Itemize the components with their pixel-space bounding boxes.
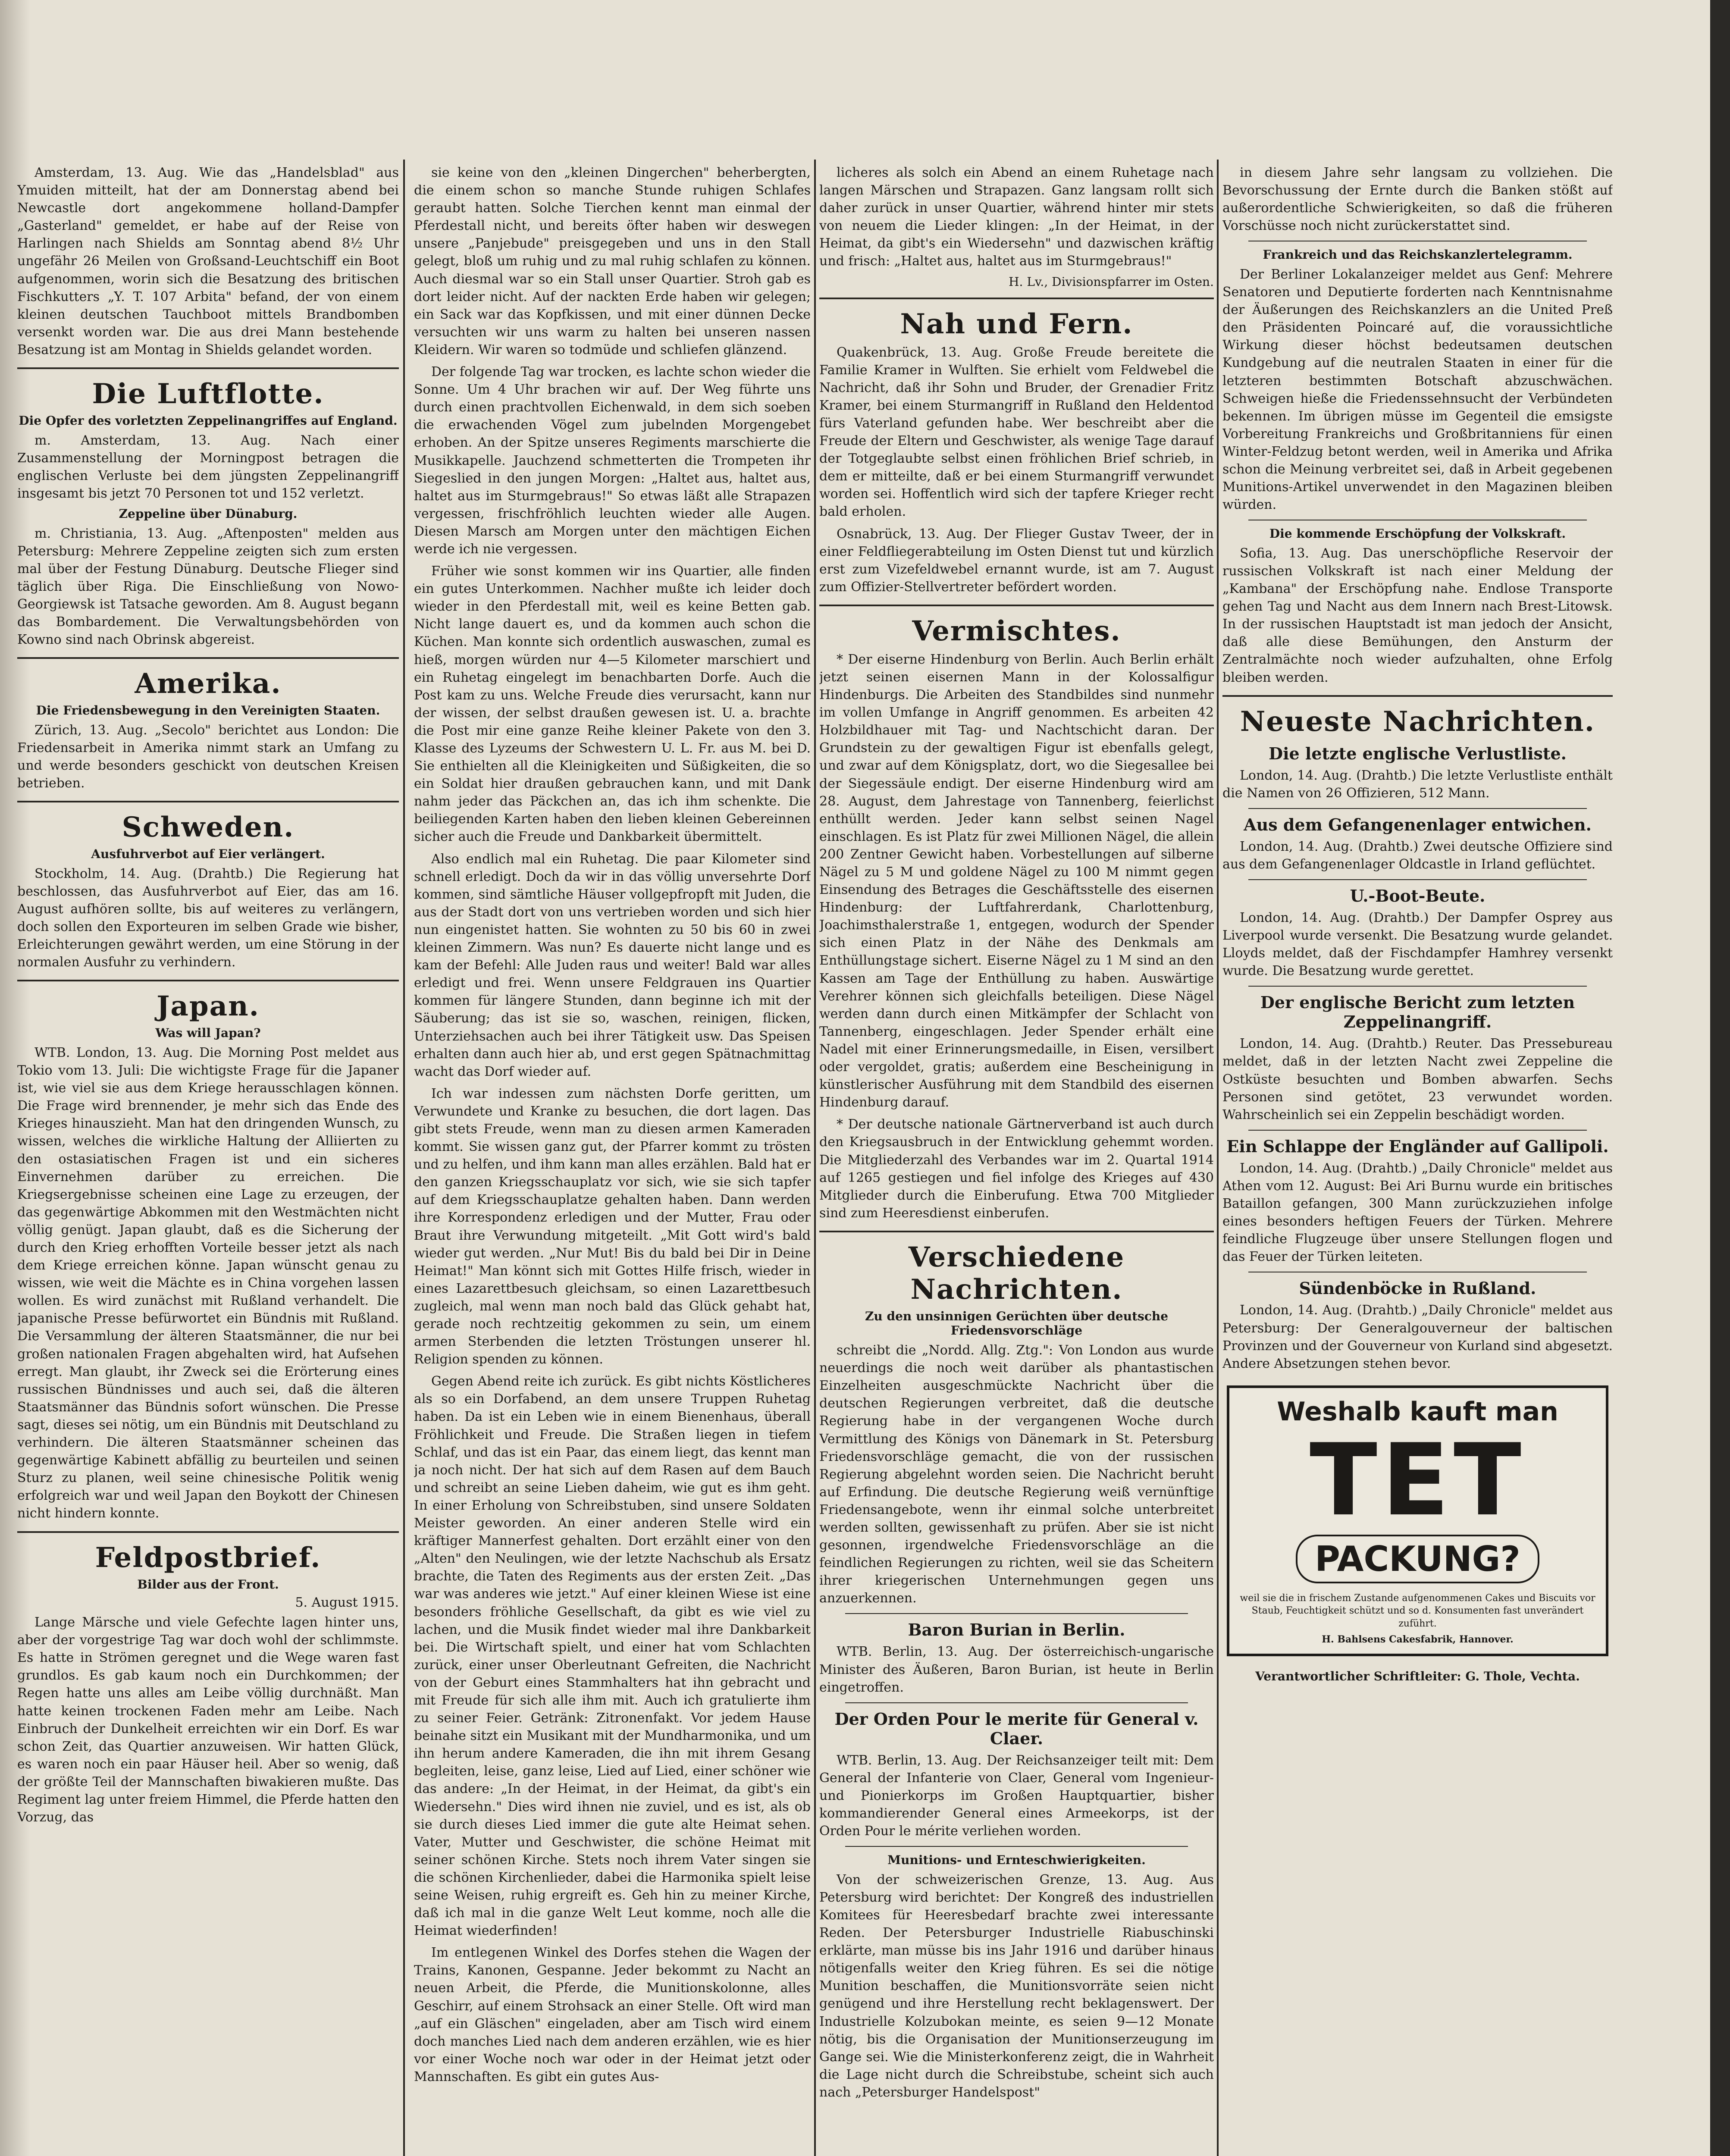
section-rule bbox=[17, 801, 399, 802]
article-heading: Der englische Bericht zum letzten Zeppelinangriff. bbox=[1260, 993, 1575, 1032]
article-paragraph: Ich war indessen zum nächsten Dorfe geritten, um Verwundete und Kranke zu besuchen, die dort lagen. Das gibt stets Freude, wenn man zu diesen armen Kameraden kommt. Sie wissen ganz gut, der Pfarrer kommt zu trösten und zu helfen, und ihm kann man alles erzählen. Bald hat er den ganzen Kriegsschauplatz vor sich, wie sie sich tapfer auf dem Kriegsschauplatze gehalten haben. Dann werden ihre Korrespondenz erledigen und der Mutter, Frau oder Braut ihre Verwundung mitgeteilt. „Mit Gott wird's bald wieder gut werden. „Nur Mut! Bis du bald bei Dir in Deine Heimat!" Man könnt sich mit Gottes Hilfe frisch, wieder in eines Lazarettbesuch gleichsam, so einen Lazarettbesuch zugleich, mal wenn man noch bald das Glück gehabt hat, gerade noch rechtzeitig gekommen zu sein, um einem armen Sterbenden die letzten Tröstungen unserer hl. Religion spenden zu können. bbox=[414, 1086, 811, 1367]
article-paragraph: Amsterdam, 13. Aug. Wie das „Handelsblad" aus Ymuiden mitteilt, hat der am Donnerstag abend bei Newcastle dort angekommene holland-Dampfer „Gasterland" gemeldet, er habe auf der Reise von Harlingen nach Shields am Sonntag abend 8½ Uhr ungefähr 26 Meilen von Großsand-Leuchtschiff ein Boot aufgenommen, worin sich die Besatzung des britischen Fischkutters „Y. T. 107 Arbita" befand, der von einem kleinen deutschen Tauchboot mittels Brandbomben versenkt worden war. Die aus drei Mann bestehende Besatzung ist am Montag in Shields gelandet worden. bbox=[17, 165, 399, 357]
section-rule bbox=[17, 657, 399, 659]
article-paragraph: Quakenbrück, 13. Aug. Große Freude bereitete die Familie Kramer in Wulften. Sie erhielt vom Feldwebel die Nachricht, daß ihr Sohn und Bruder, der Grenadier Fritz Kramer, bei einem Sturmangriff in Rußland den Heldentod fürs Vaterland gefunden habe. Wer beschreibt aber die Freude der Eltern und Geschwister, als wenige Tage darauf der Totgeglaubte selbst einen fröhlichen Brief schrieb, in dem er mitteilte, daß er bei einem Sturmangriff verwundet worden sei. Hoffentlich wird sich der tapfere Krieger recht bald erholen. bbox=[819, 345, 1214, 520]
subheading: Zu den unsinnigen Gerüchten über deutsche Friedensvorschläge bbox=[865, 1309, 1169, 1338]
ad-brand-logo: TET bbox=[1310, 1423, 1526, 1538]
section-rule bbox=[819, 298, 1214, 299]
subheading: Die Friedensbewegung in den Vereinigten Staaten. bbox=[36, 703, 380, 718]
article-paragraph: Der Berliner Lokalanzeiger meldet aus Genf: Mehrere Senatoren und Deputierte forderten nach Kenntnisnahme der Äußerungen des Reichskanzlers an die United Preß den Präsidenten Poincaré auf, die voraussichtliche Wirkung dieser höchst bedeutsamen deutschen Kundgebung auf die neutralen Staaten in einer für die letzteren bestimmten Botschaft abzuschwächen. Schweigen hieße die Friedenssehnsucht der Verbündeten bekennen. Im übrigen müsse im Gegenteil die emsigste Vorbereitung Frankreichs und Großbritanniens für einen Winter-Feldzug betont werden, weil in Amerika und Afrika schon die Meinung verbreitet sei, daß in Arbeit gegebenen Munitions-Artikel unverwendet in den Magazinen bleiben würden. bbox=[1222, 266, 1613, 513]
ad-text: weil sie die in frischem Zustande aufgenommenen Cakes und Biscuits vor Staub, Feuchtigkeit schützt und so d. Konsumenten fast unverändert zuführt. bbox=[1240, 1592, 1595, 1630]
column-2 bbox=[414, 164, 811, 2156]
section-rule bbox=[1222, 695, 1613, 697]
section-heading-verschiedene: Verschiedene Nachrichten. bbox=[908, 1241, 1125, 1306]
section-rule bbox=[1248, 808, 1587, 809]
article-paragraph: Von der schweizerischen Grenze, 13. Aug. Aus Petersburg wird berichtet: Der Kongreß des industriellen Komitees für Heeresbedarf brachte zwei interessante Reden. Der Petersburger Industrielle Riabuschinski erklärte, man müsse bis ins Jahr 1916 und darüber hinaus nötigenfalls weiter den Krieg führen. Es sei die nötige Munition beschaffen, die Munitionsvorräte seien nicht genügend und ihre Herstellung recht beklagenswert. Der Industrielle Kolzubokan meinte, es seien 9—12 Monate nötig, bis die Organisation der Munitionserzeugung im Gange sei. Wie die Ministerkonferenz zeigt, die in Wahrheit die Lage nicht durch die Schreibstube, scheint sich auch nach „Petersburger Handelspost" bbox=[819, 1872, 1214, 2100]
subheading: Bilder aus der Front. bbox=[137, 1577, 279, 1592]
article-paragraph: Der folgende Tag war trocken, es lachte schon wieder die Sonne. Um 4 Uhr brachen wir auf. Der Weg führte uns durch einen prachtvollen Eichenwald, in dem sich soeben die erwachenden Vögel zum jubelnden Morgengebet erhoben. An der Spitze unseres Regiments marschierte die Musikkapelle. Jauchzend schmetterten die Trompeten ihr Siegeslied in den jungen Morgen: „Haltet aus, haltet aus, haltet aus im Sturmgebraus!" So etwas läßt alle Strapazen vergessen, frischfröhlich leuchten wieder alle Augen. Diesen Marsch am Morgen unter den mächtigen Eichen werde ich nie vergessen. bbox=[414, 364, 811, 557]
section-rule bbox=[819, 605, 1214, 606]
article-heading: U.-Boot-Beute. bbox=[1350, 886, 1486, 906]
subheading: Munitions- und Ernteschwierigkeiten. bbox=[887, 1853, 1146, 1868]
article-heading: Ein Schlappe der Engländer auf Gallipoli. bbox=[1226, 1136, 1609, 1156]
article-paragraph: m. Christiania, 13. Aug. „Aftenposten" melden aus Petersburg: Mehrere Zeppeline zeigten sich zum ersten mal über der Festung Dünaburg. Deutsche Flieger sind täglich über Riga. Die Einschließung von Nowo-Georgiewsk ist Tatsache geworden. Am 8. August begann das Bombardement. Die Verwaltungsbehörden von Kowno sind nach Obrinsk abgereist. bbox=[17, 526, 399, 648]
subheading: Was will Japan? bbox=[155, 1026, 261, 1040]
column-3 bbox=[819, 164, 1214, 2156]
article-paragraph: Früher wie sonst kommen wir ins Quartier, alle finden ein gutes Unterkommen. Nachher mußte ich leider doch wieder in den Pferdestall mit, weil es keine Betten gab. Nicht lange dauert es, und da kommen auch schon die Küchen. Man konnte sich ordentlich auswaschen, zumal es hieß, morgen würden nur 4—5 Kilometer marschiert und ein Ruhetag eingelegt im benachbarten Dorfe. Auch die Post kam zu uns. Welche Freude dies verursacht, kann nur der wissen, der selbst draußen gewesen ist. U. a. brachte die Post mir eine ganze Reihe kleiner Pakete von den 3. Klasse des Lyzeums der Schwestern U. L. Fr. aus M. bei D. Sie enthielten all die Kleinigkeiten und Süßigkeiten, die so ein Soldat hier draußen gebrauchen kann, und mit Dank nahm jeder das Päckchen an, das ich ihm schenkte. Die beiliegenden Karten haben den lieben kleinen Gebereinnen sicher auch die Freude und Dankbarkeit übermittelt. bbox=[414, 564, 811, 845]
article-paragraph: Sofia, 13. Aug. Das unerschöpfliche Reservoir der russischen Volkskraft ist nach einer Meldung der „Kambana" der Erschöpfung nahe. Endlose Transporte gehen Tag und Nacht aus dem Innern nach Brest-Litowsk. In der russischen Hauptstadt ist man jedoch der Ansicht, daß alle diese Bemühungen, den Ansturm der Zentralmächte noch wieder aufzuhalten, ohne Erfolg bleiben werden. bbox=[1222, 545, 1613, 685]
ad-company: H. Bahlsens Cakesfabrik, Hannover. bbox=[1322, 1633, 1514, 1645]
section-rule bbox=[17, 980, 399, 981]
article-paragraph: Also endlich mal ein Ruhetag. Die paar Kilometer sind schnell erledigt. Doch da wir in das völlig unversehrte Dorf kommen, sind sämtliche Häuser vollgepfropft mit Juden, die aus der Stadt dort von uns vertrieben worden und sich hier nun eingenistet hatten. Sie wohnten zu 50 bis 60 in zwei kleinen Zimmern. Was nun? Es dauerte nicht lange und es kam der Befehl: Alle Juden raus und weiter! Bald war alles erledigt und frei. Wenn unsere Feldgrauen ins Quartier kommen für längere Stunden, dann beginne ich mit der Säuberung; das ist sie so, waschen, reinigen, flicken, Unterziehsachen auch bei ihrer Tätigkeit usw. Das Speisen erhalten dann auch hier ab, und erst gegen Spätnachmittag wacht das Dorf wieder auf. bbox=[414, 851, 811, 1079]
article-paragraph: London, 14. Aug. (Drahtb.) Der Dampfer Osprey aus Liverpool wurde versenkt. Die Besatzung wurde gelandet. Lloyds meldet, daß der Fischdampfer Hamhrey versenkt wurde. Die Besatzung wurde gerettet. bbox=[1222, 910, 1613, 979]
section-rule bbox=[1248, 879, 1587, 880]
article-paragraph: WTB. Berlin, 13. Aug. Der Reichsanzeiger teilt mit: Dem General der Infanterie von Claer, General vom Ingenieur- und Pionierkorps im Großen Hauptquartier, bisher kommandierender General eines Armeekorps, ist der Orden Pour le mérite verliehen worden. bbox=[819, 1752, 1214, 1839]
subheading: Die kommende Erschöpfung der Volkskraft. bbox=[1269, 526, 1566, 541]
section-rule bbox=[1248, 1130, 1587, 1131]
editor-credit: Verantwortlicher Schriftleiter: G. Thole, Vechta. bbox=[1255, 1669, 1580, 1683]
article-paragraph: * Der eiserne Hindenburg von Berlin. Auch Berlin erhält jetzt seinen eisernen Mann in der Kolossalfigur Hindenburgs. Die Arbeiten des Standbildes sind nunmehr im vollen Umfange in Angriff genommen. Es arbeiten 42 Holzbildhauer mit Tag- und Nachtschicht daran. Der Grundstein zu der gewaltigen Figur ist ebenfalls gelegt, und zwar auf dem Königsplatz, dort, wo die Siegesallee bei der Siegessäule endigt. Der eiserne Hindenburg wird am 28. August, dem Jahrestage von Tannenberg, feierlichst enthüllt werden. Jeder kann selbst seinen Nagel einschlagen. Es ist Platz für zwei Millionen Nägel, die allein 200 Zentner Gewicht haben. Vorbestellungen auf silberne Nägel zu 5 M und goldene Nägel zu 100 M nimmt gegen Einsendung des Betrages die Geschäftsstelle des eisernen Hindenburg: der Luftfahrerdank, Charlottenburg, Joachimsthalerstraße 1, entgegen, wodurch der Spender sich einen Platz in der Nähe des Denkmals am Enthüllungstage sichert. Eiserne Nägel zu 1 M sind an den Kassen am Tage der Enthüllung zu haben. Auswärtige Verehrer können sich gleichfalls beteiligen. Diese Nägel werden dann durch einen Mitkämpfer der Schlacht von Tannenberg, eingeschlagen. Jeder Spender erhält eine Nadel mit einer Erinnerungsmedaille, in Eisen, versilbert oder vergoldet, gratis; außerdem eine Bescheinigung in künstlerischer Ausführung mit dem Standbild des eisernen Hindenburg darauf. bbox=[819, 652, 1214, 1110]
article-paragraph: sie keine von den „kleinen Dingerchen" beherbergten, die einem schon so manche Stunde ruhigen Schlafes geraubt hatten. Solche Tierchen kennt man einmal der Pferdestall nicht, und bereits öfter haben wir deswegen unsere „Panjebude" preisgegeben und uns in den Stall gelegt, bloß um ruhig und zu mal ruhig schlafen zu können. Auch diesmal war so ein Stall unser Quartier. Stroh gab es dort leider nicht. Auf der nackten Erde haben wir gelegen; ein Sack war das Kopfkissen, und mit einer dünnen Decke versuchten wir uns warm zu halten bei unseren nassen Kleidern. Wir waren so todmüde und schliefen glänzend. bbox=[414, 165, 811, 357]
article-paragraph: London, 14. Aug. (Drahtb.) „Daily Chronicle" meldet aus Petersburg: Der Generalgouverneur der baltischen Provinzen und der Gouverneur von Kurland sind abgesetzt. Andere Absetzungen stehen bevor. bbox=[1222, 1303, 1613, 1371]
article-paragraph: schreibt die „Nordd. Allg. Ztg.": Von London aus wurde neuerdings die noch weit darüber als phantastischen Einzelheiten ausgeschmückte Nachricht über die deutschen Regierungen verbreitet, daß die deutsche Regierung habe in der vergangenen Woche durch Vermittlung des Königs von Dänemark in St. Petersburg Friedensvorschläge gemacht, die von der russischen Regierung abgelehnt worden seien. Die Nachricht beruht auf Erfindung. Die deutsche Regierung weiß vernünftige Friedensangebote, wenn ihr einmal solche unterbreitet werden sollten, gewissenhaft zu prüfen. Aber sie ist nicht gesonnen, irgendwelche Friedensvorschläge an die feindlichen Regierungen zu richten, weil sie das Scheitern ihrer kriegerischen Unternehmungen gegen uns anzuerkennen. bbox=[819, 1343, 1214, 1606]
column-1 bbox=[17, 164, 399, 2156]
article-paragraph: Zürich, 13. Aug. „Secolo" berichtet aus London: Die Friedensarbeit in Amerika nimmt stark an Umfang zu und werde besonders geschickt von deutschen Kreisen betrieben. bbox=[17, 722, 399, 791]
article-heading: Baron Burian in Berlin. bbox=[908, 1620, 1125, 1640]
ad-subheading: PACKUNG? bbox=[1296, 1535, 1539, 1583]
section-rule bbox=[845, 1613, 1188, 1614]
section-rule bbox=[819, 1231, 1214, 1232]
page-edge-right bbox=[1710, 0, 1730, 2156]
section-heading-schweden: Schweden. bbox=[122, 811, 295, 844]
section-rule bbox=[17, 367, 399, 369]
article-paragraph: Lange Märsche und viele Gefechte lagen hinter uns, aber der vorgestrige Tag war doch wohl der schlimmste. Es hatte in Strömen geregnet und die Wege waren fast grundlos. Es gab kaum noch ein Durchkommen; der Regen hatte uns alles am Leibe völlig durchnäßt. Man hatte keinen trockenen Faden mehr am Leibe. Nach Einbruch der Dunkelheit erreichten wir ein Dorf. Es war schon Zeit, das Quartier anzuweisen. Wir hatten Glück, es waren noch ein paar Häuser heil. Aber so wenig, daß der größte Teil der Mannschaften biwakieren mußte. Das Regiment lag unter freiem Himmel, die Pferde hatten den Vorzug, das bbox=[17, 1615, 399, 1825]
column-rule bbox=[1217, 160, 1219, 2156]
article-paragraph: WTB. Berlin, 13. Aug. Der österreichisch-ungarische Minister des Äußeren, Baron Burian, ist heute in Berlin eingetroffen. bbox=[819, 1644, 1214, 1695]
section-heading-amerika: Amerika. bbox=[135, 667, 282, 700]
section-rule bbox=[845, 1846, 1188, 1847]
section-rule bbox=[845, 1702, 1188, 1703]
section-heading-vermischtes: Vermischtes. bbox=[912, 614, 1121, 647]
column-4 bbox=[1222, 164, 1613, 2156]
ad-headline: Weshalb kauft man bbox=[1277, 1396, 1558, 1427]
article-paragraph: London, 14. Aug. (Drahtb.) Die letzte Verlustliste enthält die Namen von 26 Offizieren, 512 Mann. bbox=[1222, 768, 1613, 801]
column-rule bbox=[403, 160, 405, 2156]
article-paragraph: in diesem Jahre sehr langsam zu vollziehen. Die Bevorschussung der Ernte durch die Banken stößt auf außerordentliche Schwierigkeiten, so daß die früheren Vorschüsse noch nicht zurückerstattet sind. bbox=[1222, 165, 1613, 234]
subheading: Frankreich und das Reichskanzlertelegramm. bbox=[1263, 248, 1573, 262]
article-heading: Der Orden Pour le merite für General v. Claer. bbox=[834, 1709, 1199, 1748]
section-rule bbox=[17, 1531, 399, 1533]
article-heading: Aus dem Gefangenenlager entwichen. bbox=[1244, 815, 1592, 834]
article-paragraph: * Der deutsche nationale Gärtnerverband ist auch durch den Kriegsausbruch in der Entwicklung gehemmt worden. Die Mitgliederzahl des Verbandes war im 2. Quartal 1914 auf 1265 gestiegen und fiel infolge des Krieges auf 430 Mitglieder durch die Einberufung. Etwa 700 Mitglieder sind zum Heeresdienst einberufen. bbox=[819, 1117, 1214, 1221]
article-paragraph: m. Amsterdam, 13. Aug. Nach einer Zusammenstellung der Morningpost betragen die englischen Verluste bei dem jüngsten Zeppelinangriff insgesamt bis jetzt 70 Personen tot und 152 verletzt. bbox=[17, 432, 399, 501]
section-heading-luftflotte: Die Luftflotte. bbox=[92, 378, 324, 411]
section-rule bbox=[1248, 986, 1587, 987]
section-heading-japan: Japan. bbox=[157, 990, 260, 1023]
column-rule bbox=[814, 160, 816, 2156]
article-paragraph: London, 14. Aug. (Drahtb.) „Daily Chronicle" meldet aus Athen vom 12. August: Bei Ari Burnu wurde ein britisches Bataillon gefangen, 300 Mann zurückzuziehen infolge eines besonders heftigen Feuers der Türken. Mehrere feindliche Flugzeuge über unsere Stellungen flogen und das Feuer der Türken leiteten. bbox=[1222, 1160, 1613, 1265]
article-paragraph: London, 14. Aug. (Drahtb.) Reuter. Das Pressebureau meldet, daß in der letzten Nacht zwei Zeppeline die Ostküste besuchten und Bomben abwarfen. Sechs Personen sind getötet, 23 verwundet worden. Wahrscheinlich sei ein Zeppelin beschädigt worden. bbox=[1222, 1036, 1613, 1122]
advertisement-tet-packung bbox=[1227, 1385, 1608, 1656]
subheading: Zeppeline über Dünaburg. bbox=[119, 507, 298, 521]
article-paragraph: London, 14. Aug. (Drahtb.) Zwei deutsche Offiziere sind aus dem Gefangenenlager Oldcastle in Irland geflüchtet. bbox=[1222, 839, 1613, 872]
article-paragraph: WTB. London, 13. Aug. Die Morning Post meldet aus Tokio vom 13. Juli: Die wichtigste Frage für die Japaner ist, wie viel sie aus dem Kriege herausschlagen können. Die Frage wird brennender, je mehr sich das Ende des Krieges hinauszieht. Man hat den dringenden Wunsch, zu wissen, welches die wirkliche Haltung der Alliierten zu den ostasiatischen Fragen ist und ein sicheres Einvernehmen darüber zu erreichen. Die Kriegsergebnisse scheinen eine Lage zu erzeugen, der das gegenwärtige Abkommen mit den Westmächten nicht völlig genügt. Japan glaubt, daß es die Sicherung der durch den Krieg erhofften Vorteile besser jetzt als nach dem Kriege erreichen könne. Japan wünscht genau zu wissen, wie weit die Mächte es in China vorgehen lassen wollen. Es wird zunächst mit Rußland verhandelt. Die japanische Presse befürwortet ein Bündnis mit Rußland. Die Versammlung der älteren Staatsmänner, die nur bei großen nationalen Fragen abgehalten wird, hat Aufsehen erregt. Man glaubt, ihr Zweck sei die Erörterung eines russischen Bündnisses und auch sei, daß die älteren Staatsmänner das Bündnis sofort wünschen. Die Presse sagt, dieses sei nötig, um ein Bündnis mit Deutschland zu verhindern. Die älteren Staatsmänner scheinen das gegenwärtige Kabinett abfällig zu beurteilen und seinen Sturz zu planen, weil seine chinesische Politik wenig erfolgreich war und weil Japan den Boykott der Chinesen nicht hindern konnte. bbox=[17, 1045, 399, 1521]
section-heading-feldpostbrief: Feldpostbrief. bbox=[95, 1541, 321, 1574]
article-paragraph: Osnabrück, 13. Aug. Der Flieger Gustav Tweer, der in einer Feldfliegerabteilung im Osten Dienst tut und kürzlich erst zum Vizefeldwebel ernannt wurde, ist am 7. August zum Offizier-Stellvertreter befördert worden. bbox=[819, 526, 1214, 595]
signature: H. Lv., Divisionspfarrer im Osten. bbox=[1009, 274, 1214, 289]
article-paragraph: Stockholm, 14. Aug. (Drahtb.) Die Regierung hat beschlossen, das Ausfuhrverbot auf Eier, das am 16. August aufhören sollte, bis auf weiteres zu verlängern, doch sollen den Exporteuren im selben Grade wie bisher, Erleichterungen gewährt werden, um eine Störung in der normalen Ausfuhr zu verhindern. bbox=[17, 866, 399, 970]
section-heading-neueste-nachrichten: Neueste Nachrichten. bbox=[1240, 705, 1595, 738]
dateline: 5. August 1915. bbox=[295, 1595, 399, 1611]
article-heading: Sündenböcke in Rußland. bbox=[1299, 1279, 1536, 1298]
article-paragraph: licheres als solch ein Abend an einem Ruhetage nach langen Märschen und Strapazen. Ganz langsam rollt sich daher zurück in unser Quartier, während hinter mir stets von neuem die Lieder klingen: „In der Heimat, in der Heimat, da gibt's ein Wiedersehn" und dazwischen kräftig und frisch: „Haltet aus, haltet aus im Sturmgebraus!" bbox=[819, 165, 1214, 269]
article-paragraph: Gegen Abend reite ich zurück. Es gibt nichts Köstlicheres als so ein Dorfabend, an dem unsere Truppen Ruhetag haben. Da ist ein Leben wie in einem Bienenhaus, überall Fröhlichkeit und Freude. Die Straßen liegen in tiefem Schlaf, und das ist ein Paar, das einem liegt, das kennt man ja noch nicht. Der hat sich auf dem Rasen auf dem Bauch und schreibt an seine Lieben daheim, wie gut es ihm geht. In einer Erholung von Schreibstuben, sind unsere Soldaten Meister geworden. An einer anderen Stelle wird ein kräftiger Mannerfest gehalten. Dort erzählt einer von den „Alten" den Neulingen, wie der letzte Nachschub als Ersatz brachte, die Taten des Regiments aus der ersten Zeit. „Das war was anderes wie jetzt." Auf einer kleinen Wiese ist eine besonders fröhliche Gesellschaft, da gibt es wie viel zu lachen, und die Musik findet wieder mal ihre Dankbarkeit bei. Die Wirtschaft spielt, und einer hat vom Schlachten zurück, einer unser Oberleutnant Gefreiten, die Nachricht von der Geburt eines Stammhalters hat ihn gebracht und mit Freude für sich alle ihm mit. Auch ich gratulierte ihm zu seiner Feier. Getränk: Zitronenfakt. Vor jedem Hause beinahe sitzt ein Musikant mit der Mundharmonika, und um ihn herum andere Kameraden, die ihn mit ihrem Gesang begleiten, leise, ganz leise, Lied auf Lied, einer schöner wie das andere: „In der Heimat, in der Heimat, da gibt's ein Wiedersehn." Dies wird ihnen nie zuviel, und es ist, als ob sie durch dieses Lied immer die gute alte Heimat sehen. Vater, Mutter und Geschwister, die schöne Heimat mit seiner schönen Kirche. Stets noch ihrem Vater singen sie die schönen Kirchenlieder, dabei die Harmonika spielt leise seine Weisen, ruhig ergreift es. Geh hin zu meiner Kirche, daß ich mal in die ganze Welt Leut komme, noch alle die Heimat wiederfinden! bbox=[414, 1374, 811, 1939]
article-paragraph: Im entlegenen Winkel des Dorfes stehen die Wagen der Trains, Kanonen, Gespanne. Jeder bekommt zu Nacht an neuen Arbeit, die Pferde, die Munitionskolonne, alles Geschirr, auf einem Strohsack an einer Stelle. Oft wird man „auf ein Gläschen" eingeladen, aber am Tisch wird einem doch manches Lied nach dem anderen erzählen, wie es hier vor einer Woche noch war oder in der Heimat jetzt oder Mannschaften. Es gibt ein gutes Aus- bbox=[414, 1945, 811, 2084]
subheading: Die Opfer des vorletzten Zeppelinangriffes auf England. bbox=[19, 414, 398, 428]
section-heading-nah-und-fern: Nah und Fern. bbox=[900, 307, 1133, 340]
subheading: Ausfuhrverbot auf Eier verlängert. bbox=[91, 847, 325, 862]
article-heading: Die letzte englische Verlustliste. bbox=[1269, 743, 1567, 763]
